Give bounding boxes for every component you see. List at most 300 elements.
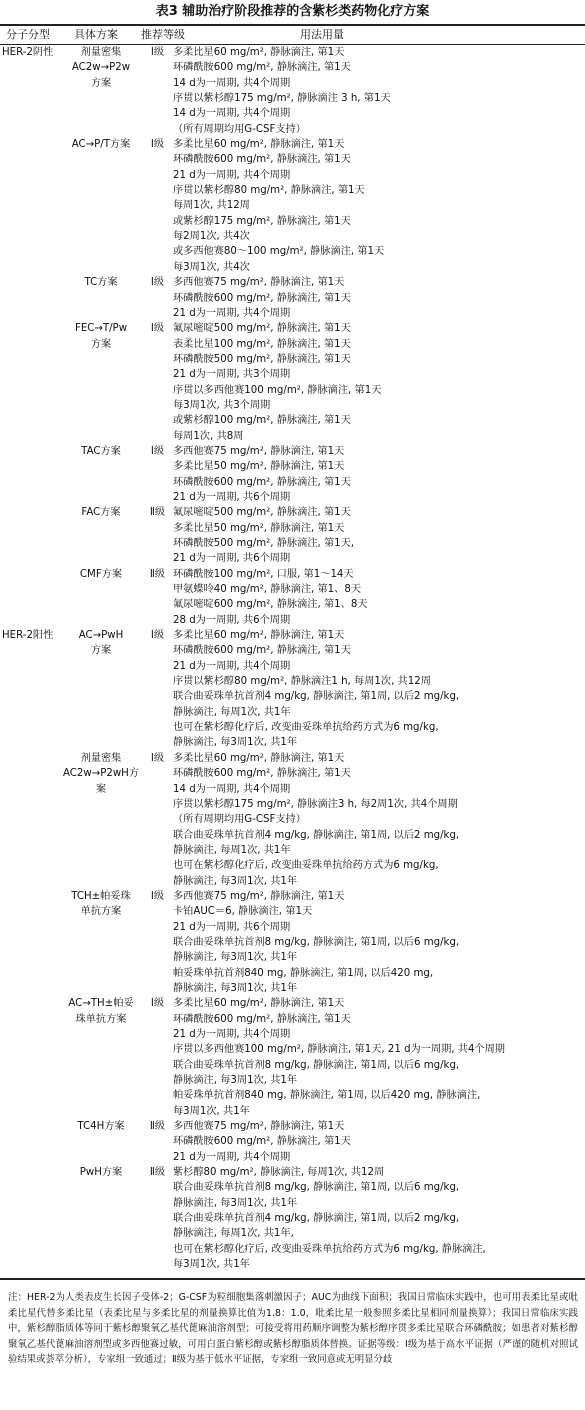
table-row [0,1058,585,1073]
molecular-type-cell [0,613,60,628]
regimen-cell [60,1196,142,1211]
grade-cell [142,1196,173,1211]
grade-cell [142,674,173,689]
dosage-cell: 联合曲妥珠单抗首剂8 mg/kg, 静脉滴注, 第1周, 以后6 mg/kg, [173,1059,460,1071]
table-row [0,337,585,352]
table-row [0,198,585,213]
molecular-type-cell [0,1088,60,1103]
table-row [0,812,585,827]
regimen-cell: FEC→T/Pw [74,323,128,335]
grade-cell [142,720,173,735]
molecular-type-cell [0,874,60,889]
table-row [0,628,585,643]
table-row [0,475,585,490]
table-row [0,106,585,121]
molecular-type-cell [0,1150,60,1165]
table-row [0,229,585,244]
header-molecular-type: 分子分型 [6,28,50,41]
table-row [0,843,585,858]
regimen-cell: CMF方案 [79,568,123,580]
molecular-type-cell [0,1119,60,1134]
regimen-cell [60,1073,142,1088]
molecular-type-cell [0,76,60,91]
regimen-cell [60,1180,142,1195]
grade-cell [142,597,173,612]
molecular-type-cell [0,1196,60,1211]
table-row [0,60,585,75]
table-row [0,1027,585,1042]
dosage-cell: 21 d为一周期, 共4个周期 [173,1151,291,1163]
grade-cell [142,1012,173,1027]
table-row [0,920,585,935]
grade-cell [142,1226,173,1241]
grade-cell [142,1134,173,1149]
regimen-cell: AC2w→P2w [71,62,131,74]
molecular-type-cell [0,889,60,904]
dosage-cell: 21 d为一周期, 共4个周期 [173,307,291,319]
grade-cell [142,1027,173,1042]
molecular-type-cell [0,198,60,213]
table-row [0,689,585,704]
regimen-cell [60,1134,142,1149]
table-row [0,260,585,275]
regimen-cell [60,551,142,566]
grade-cell [142,920,173,935]
molecular-type-cell [0,904,60,919]
table-row [0,398,585,413]
grade-cell [142,904,173,919]
table-row [0,1150,585,1165]
grade-cell [142,858,173,873]
regimen-cell [60,874,142,889]
molecular-type-cell [0,1073,60,1088]
regimen-cell: 方案 [90,77,112,89]
dosage-cell: 环磷酰胺600 mg/m², 静脉滴注, 第1天 [173,476,351,488]
table-row [0,45,585,60]
molecular-type-cell [0,321,60,336]
regimen-cell [60,1150,142,1165]
grade-cell [142,1088,173,1103]
table-row [0,659,585,674]
table-row [0,444,585,459]
regimen-cell [60,122,142,137]
dosage-cell: 环磷酰胺600 mg/m², 静脉滴注, 第1天 [173,1013,351,1025]
table-row [0,966,585,981]
table-row [0,1104,585,1119]
table-row [0,874,585,889]
grade-cell: Ⅰ级 [150,890,165,902]
regimen-cell [60,244,142,259]
molecular-type-cell [0,306,60,321]
table-row [0,168,585,183]
table-row [0,705,585,720]
dosage-cell: 静脉滴注, 每周1次, 共1年, [173,1228,294,1240]
grade-cell: Ⅱ级 [149,507,166,519]
dosage-cell: 或多西他赛80～100 mg/m², 静脉滴注, 第1天 [173,246,385,258]
grade-cell [142,383,173,398]
table-row [0,91,585,106]
regimen-cell [60,490,142,505]
table-row [0,1012,585,1027]
regimen-cell [60,843,142,858]
grade-cell [142,76,173,91]
regimen-cell [60,168,142,183]
molecular-type-cell [0,1211,60,1226]
dosage-cell: 静脉滴注, 每3周1次, 共1年 [173,952,298,964]
grade-cell [142,981,173,996]
dosage-cell: 静脉滴注, 每周1次, 共1年 [173,706,291,718]
molecular-type-cell [0,521,60,536]
grade-cell [142,459,173,474]
dosage-cell: 环磷酰胺600 mg/m², 静脉滴注, 第1天 [173,154,351,166]
dosage-cell: 也可在紫杉醇化疗后, 改变曲妥珠单抗给药方式为6 mg/kg, [173,722,439,734]
regimen-cell [60,291,142,306]
dosage-cell: 21 d为一周期, 共6个周期 [173,553,291,565]
grade-cell: Ⅱ级 [149,568,166,580]
regimen-cell [60,597,142,612]
dosage-cell: 多西他赛75 mg/m², 静脉滴注, 第1天 [173,277,345,289]
molecular-type-cell [0,1180,60,1195]
regimen-cell: 方案 [90,338,112,350]
grade-cell [142,950,173,965]
molecular-type-cell [0,1012,60,1027]
grade-cell [142,152,173,167]
grade-cell [142,475,173,490]
grade-cell [142,582,173,597]
dosage-cell: 甲氨蝶呤40 mg/m², 静脉滴注, 第1、8天 [173,584,362,596]
molecular-type-cell [0,689,60,704]
dosage-cell: 表柔比星100 mg/m², 静脉滴注, 第1天 [173,338,351,350]
regimen-cell [60,413,142,428]
dosage-cell: 氟尿嘧啶500 mg/m², 静脉滴注, 第1天 [173,323,351,335]
regimen-cell: TAC方案 [81,445,121,457]
molecular-type-cell [0,705,60,720]
table-row [0,352,585,367]
molecular-type-cell [0,597,60,612]
molecular-type-cell [0,1242,60,1257]
table-row [0,122,585,137]
table-row [0,137,585,152]
molecular-type-cell [0,490,60,505]
regimen-cell [60,950,142,965]
dosage-cell: 多西他赛75 mg/m², 静脉滴注, 第1天 [173,445,345,457]
molecular-type-cell [0,214,60,229]
regimen-cell [60,536,142,551]
dosage-cell: 21 d为一周期, 共4个周期 [173,169,291,181]
top-rule [0,24,585,26]
table-row [0,76,585,91]
grade-cell [142,1058,173,1073]
dosage-cell: 或紫杉醇175 mg/m², 静脉滴注, 第1天 [173,215,351,227]
grade-cell [142,797,173,812]
grade-cell: Ⅰ级 [150,323,165,335]
dosage-cell: 每3周1次, 共3个周期 [173,399,271,411]
grade-cell [142,782,173,797]
regimen-cell [60,812,142,827]
table-row [0,735,585,750]
molecular-type-cell [0,337,60,352]
regimen-cell: 剂量密集 [80,47,122,58]
molecular-type-cell [0,782,60,797]
header-regimen: 具体方案 [74,28,118,41]
grade-cell [142,291,173,306]
table-row [0,597,585,612]
grade-cell [142,843,173,858]
molecular-type-cell [0,1058,60,1073]
grade-cell [142,1242,173,1257]
table-row [0,244,585,259]
table-row [0,981,585,996]
table-row [0,275,585,290]
table-row [0,183,585,198]
grade-cell: Ⅰ级 [150,752,165,764]
dosage-cell: 环磷酰胺100 mg/m², 口服, 第1～14天 [173,568,354,580]
table-row [0,1226,585,1241]
grade-cell [142,551,173,566]
regimen-cell [60,735,142,750]
dosage-cell: 环磷酰胺600 mg/m², 静脉滴注, 第1天 [173,645,351,657]
regimen-cell: TC方案 [84,277,118,289]
table-body [0,45,585,1273]
table-row [0,1165,585,1180]
dosage-cell: 多西他赛75 mg/m², 静脉滴注, 第1天 [173,1121,345,1133]
regimen-cell [60,214,142,229]
molecular-type-cell [0,106,60,121]
molecular-type-cell [0,475,60,490]
regimen-cell [60,659,142,674]
molecular-type-cell [0,352,60,367]
table-row [0,459,585,474]
molecular-type-cell [0,858,60,873]
dosage-cell: 多柔比星60 mg/m², 静脉滴注, 第1天 [173,998,345,1010]
grade-cell [142,229,173,244]
table-row [0,214,585,229]
grade-cell [142,106,173,121]
table-row [0,505,585,520]
table-row [0,429,585,444]
grade-cell [142,1150,173,1165]
molecular-type-cell [0,981,60,996]
molecular-type-cell [0,260,60,275]
regimen-cell [60,720,142,735]
table-row [0,782,585,797]
grade-cell [142,398,173,413]
dosage-cell: 每2周1次, 共4次 [173,231,250,243]
molecular-type-cell [0,459,60,474]
table-row [0,904,585,919]
dosage-cell: 联合曲妥珠单抗首剂4 mg/kg, 静脉滴注, 第1周, 以后2 mg/kg, [173,691,460,703]
molecular-type-cell [0,1027,60,1042]
molecular-type-cell [0,996,60,1011]
dosage-cell: 每周1次, 共8周 [173,430,244,442]
dosage-cell: 序贯以紫杉醇175 mg/m², 静脉滴注3 h, 每2周1次, 共4个周期 [173,798,458,810]
regimen-cell [60,1242,142,1257]
grade-cell [142,1257,173,1272]
dosage-cell: 多柔比星60 mg/m², 静脉滴注, 第1天 [173,630,345,642]
grade-cell: Ⅰ级 [150,47,165,58]
regimen-cell [60,367,142,382]
regimen-cell [60,935,142,950]
grade-cell [142,91,173,106]
grade-cell [142,60,173,75]
regimen-cell [60,797,142,812]
regimen-cell [60,1226,142,1241]
regimen-cell [60,383,142,398]
dosage-cell: 静脉滴注, 每3周1次, 共1年 [173,875,298,887]
grade-cell [142,244,173,259]
table-row [0,551,585,566]
dosage-cell: 联合曲妥珠单抗首剂8 mg/kg, 静脉滴注, 第1周, 以后6 mg/kg, [173,1182,460,1194]
table-row [0,1211,585,1226]
dosage-cell: 多柔比星50 mg/m², 静脉滴注, 第1天 [173,522,345,534]
dosage-cell: 联合曲妥珠单抗首剂4 mg/kg, 静脉滴注, 第1周, 以后2 mg/kg, [173,1213,460,1225]
grade-cell [142,1073,173,1088]
dosage-cell: 21 d为一周期, 共4个周期 [173,1029,291,1040]
grade-cell [142,352,173,367]
table-row [0,643,585,658]
grade-cell [142,521,173,536]
molecular-type-cell [0,1257,60,1272]
grade-cell [142,689,173,704]
dosage-cell: 每3周1次, 共4次 [173,261,250,273]
dosage-cell: 每周1次, 共12周 [173,200,250,212]
regimen-cell [60,106,142,121]
regimen-cell [60,398,142,413]
table-row [0,797,585,812]
molecular-type-cell [0,291,60,306]
table-note: 注：HER-2为人类表皮生长因子受体-2；G-CSF为粒细胞集落刺激因子；AUC为曲线下面积；我国日常临床实践中，也可用表柔比星或吡柔比星代替多柔比星（表柔比星与多柔比星的剂量换算比值为1.8：1.0，吡柔比星一般参照多柔比星相同剂量换算）；我国日常临床实践中，紫杉醇脂质体等同于紫杉醇聚氧乙基代蓖麻油溶剂型；可接受将用药顺序调整为紫杉醇序贯多柔比星联合环磷酰胺；如患者对紫杉醇聚氧乙基代蓖麻油溶剂型或多西他赛过敏，可用白蛋白紫杉醇或紫杉醇脂质体替换。证据等级：Ⅰ级为基于高水平证据（严谨的随机对照试验结果或荟萃分析），专家组一致通过；Ⅱ级为基于低水平证据，专家组一致同意或无明显分歧 [8,1292,578,1365]
molecular-type-cell [0,766,60,781]
grade-cell [142,659,173,674]
table-row [0,582,585,597]
regimen-cell [60,1104,142,1119]
header-dosage: 用法用量 [300,28,344,41]
regimen-cell [60,582,142,597]
regimen-cell [60,475,142,490]
regimen-cell [60,613,142,628]
molecular-type-cell [0,91,60,106]
table-row [0,1119,585,1134]
dosage-cell: 环磷酰胺600 mg/m², 静脉滴注, 第1天 [173,292,351,304]
regimen-cell: TCH±帕妥珠 [71,890,131,902]
molecular-type-cell [0,137,60,152]
molecular-type-cell [0,413,60,428]
regimen-cell [60,1058,142,1073]
dosage-cell: 静脉滴注, 每3周1次, 共1年 [173,982,298,994]
grade-cell: Ⅰ级 [150,277,165,289]
grade-cell [142,168,173,183]
regimen-cell [60,1257,142,1272]
grade-cell [142,705,173,720]
grade-cell [142,766,173,781]
grade-cell [142,935,173,950]
regimen-cell: 单抗方案 [80,906,122,918]
molecular-type-cell [0,812,60,827]
regimen-cell [60,828,142,843]
table-row [0,1042,585,1057]
dosage-cell: 21 d为一周期, 共6个周期 [173,491,291,503]
table-row [0,567,585,582]
molecular-type-cell [0,1042,60,1057]
table-row [0,291,585,306]
table-row [0,766,585,781]
bottom-rule [0,1278,585,1280]
dosage-cell: 环磷酰胺600 mg/m², 静脉滴注, 第1天 [173,1136,351,1148]
dosage-cell: 21 d为一周期, 共6个周期 [173,921,291,933]
dosage-cell: 28 d为一周期, 共6个周期 [173,614,291,626]
regimen-cell [60,429,142,444]
molecular-type-cell [0,551,60,566]
regimen-cell [60,920,142,935]
table-row [0,858,585,873]
regimen-cell: AC→P/T方案 [71,139,131,151]
table-row [0,1196,585,1211]
table-row [0,828,585,843]
regimen-cell [60,966,142,981]
table-row [0,1180,585,1195]
dosage-cell: 14 d为一周期, 共4个周期 [173,77,291,89]
dosage-cell: 也可在紫杉醇化疗后, 改变曲妥珠单抗给药方式为6 mg/kg, 静脉滴注, [173,1243,486,1255]
dosage-cell: 紫杉醇80 mg/m², 静脉滴注, 每周1次, 共12周 [173,1167,385,1179]
table-row [0,152,585,167]
dosage-cell: 序贯以多西他赛100 mg/m², 静脉滴注, 第1天 [173,384,382,396]
dosage-cell: 多西他赛75 mg/m², 静脉滴注, 第1天 [173,890,345,902]
dosage-cell: 每3周1次, 共1年 [173,1259,250,1271]
grade-cell [142,490,173,505]
dosage-cell: 序贯以紫杉醇80 mg/m², 静脉滴注, 第1天 [173,185,365,197]
regimen-cell [60,198,142,213]
regimen-cell [60,152,142,167]
table-row [0,521,585,536]
table-title: 表3 辅助治疗阶段推荐的含紫杉类药物化疗方案 [155,4,430,19]
regimen-cell [60,260,142,275]
molecular-type-cell [0,751,60,766]
molecular-type-cell [0,229,60,244]
grade-cell [142,122,173,137]
dosage-cell: 多柔比星60 mg/m², 静脉滴注, 第1天 [173,752,345,764]
table-row [0,950,585,965]
table-row [0,613,585,628]
regimen-cell [60,306,142,321]
regimen-cell: AC→PwH [78,630,124,642]
dosage-cell: 多柔比星60 mg/m², 静脉滴注, 第1天 [173,47,345,58]
table-row [0,674,585,689]
molecular-type-cell [0,966,60,981]
dosage-cell: 帕妥珠单抗首剂840 mg, 静脉滴注, 第1周, 以后420 mg, 静脉滴注, [173,1090,481,1102]
regimen-cell: PwH方案 [79,1167,123,1179]
molecular-type-cell [0,643,60,658]
grade-cell [142,198,173,213]
regimen-cell: TC4H方案 [77,1121,125,1133]
dosage-cell: 14 d为一周期, 共4个周期 [173,783,291,795]
grade-cell [142,429,173,444]
grade-cell [142,1042,173,1057]
molecular-type-cell [0,60,60,75]
grade-cell [142,643,173,658]
regimen-cell [60,858,142,873]
table-row [0,306,585,321]
molecular-type-cell [0,1104,60,1119]
dosage-cell: 环磷酰胺600 mg/m², 静脉滴注, 第1天 [173,62,351,74]
dosage-cell: 联合曲妥珠单抗首剂4 mg/kg, 静脉滴注, 第1周, 以后2 mg/kg, [173,829,460,841]
molecular-type-cell [0,275,60,290]
grade-cell [142,1211,173,1226]
dosage-cell: 氟尿嘧啶500 mg/m², 静脉滴注, 第1天 [173,507,351,519]
molecular-type-cell: HER-2阴性 [2,47,54,58]
molecular-type-cell [0,674,60,689]
grade-cell [142,260,173,275]
dosage-cell: 21 d为一周期, 共3个周期 [173,369,291,381]
